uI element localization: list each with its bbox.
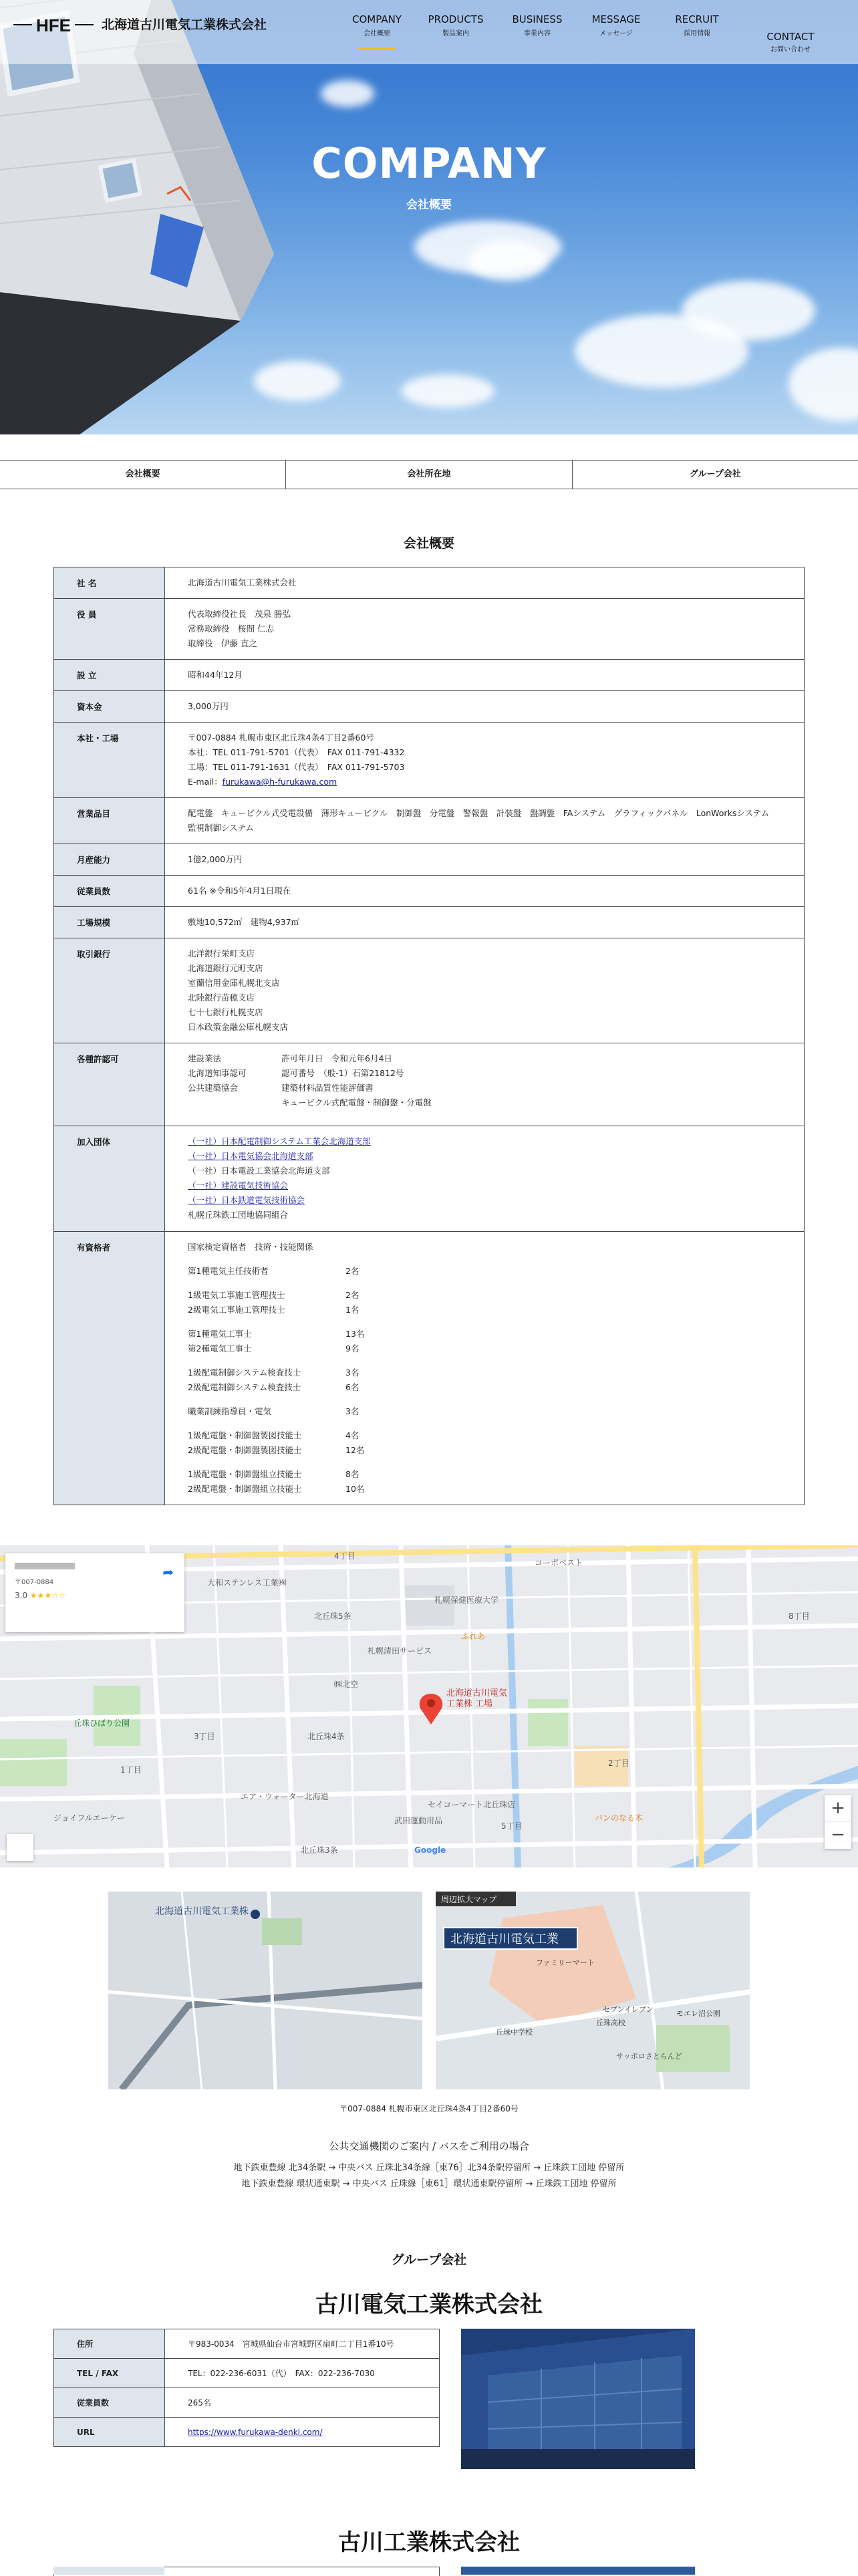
table-row — [54, 567, 805, 599]
map-label: コーポベスト — [535, 1558, 583, 1567]
bank-line: 北海道銀行元町支店 — [188, 963, 263, 973]
map-marker-label: 工業株 工場 — [446, 1699, 493, 1709]
bank-line: 室蘭信用金庫札幌北支店 — [188, 978, 280, 988]
map-label: パンのなる木 — [595, 1813, 644, 1823]
row-label: 役 員 — [54, 599, 165, 660]
qualification-name: 第2種電気工事士 — [188, 1343, 252, 1354]
row-label — [53, 2567, 164, 2575]
qualification-line — [188, 1288, 781, 1303]
bank-line: 北陸銀行苗穂支店 — [188, 993, 255, 1003]
company-logo[interactable] — [13, 13, 94, 36]
table-row — [54, 798, 805, 844]
licenses-value — [165, 1043, 805, 1126]
table-row — [54, 599, 805, 660]
qualification-count: 9名 — [345, 1343, 360, 1354]
association-link[interactable]: （一社）日本配電制御システム工業会北海道支部 — [188, 1136, 371, 1146]
license-detail: キュービクル式配電盤・制御盤・分電盤 — [281, 1098, 432, 1108]
cloud — [401, 374, 494, 408]
map-place: ファミリーマート — [536, 1958, 595, 1967]
map-label: エア・ウォーター北海道 — [241, 1792, 329, 1801]
nav-products[interactable] — [428, 13, 484, 37]
qualification-line — [188, 1428, 781, 1443]
qualification-name: 2級電気工事施工管理技士 — [188, 1305, 285, 1315]
map-label: 大和ステンレス工業㈱ — [207, 1578, 287, 1587]
nav-recruit[interactable] — [671, 13, 723, 37]
tab-location[interactable]: 会社所在地 — [286, 461, 572, 489]
access-map-title: 北海道古川電気工業 — [450, 1932, 559, 1946]
map-place: サッポロさとらんど — [616, 2052, 682, 2061]
table-row — [54, 1232, 805, 1505]
qualification-line — [188, 1467, 781, 1482]
qualification-count: 2名 — [345, 1290, 360, 1300]
qualification-count: 3名 — [345, 1368, 360, 1378]
license-line — [188, 1066, 781, 1081]
qualification-count: 4名 — [345, 1430, 360, 1440]
cloud — [468, 241, 548, 281]
license-detail: 認可番号 （般-1）石第21812号 — [281, 1068, 404, 1078]
table-row — [54, 907, 805, 938]
license-name: 公共建築協会 — [188, 1083, 239, 1093]
license-line — [188, 1051, 781, 1066]
access-map-wide — [108, 1892, 422, 2089]
association-link[interactable]: （一社）日本電気協会北海道支部 — [188, 1151, 313, 1161]
transit-route: 地下鉄東豊線 北34条駅 → 中央バス 丘珠北34条線［東76］北34条駅停留所 → 丘珠鉄工団地 停留所 — [233, 2163, 625, 2173]
embedded-map[interactable] — [0, 1545, 858, 1867]
officer-line: 代表取締役社長 茂泉 勝弘 — [188, 609, 291, 619]
map-label: 札幌清田サービス — [368, 1646, 432, 1656]
nav-business-label: BUSINESS — [512, 13, 563, 25]
row-label: 従業員数 — [54, 2388, 165, 2418]
hq-address: 〒007-0884 札幌市東区北丘珠4条4丁目2番60号 — [188, 733, 374, 743]
google-logo: Google — [414, 1845, 446, 1855]
group-company-name: 古川工業株式会社 — [338, 2529, 520, 2556]
row-label: TEL / FAX — [54, 2359, 165, 2388]
banks-value — [165, 938, 805, 1043]
association-link[interactable]: （一社）建設電気技術協会 — [188, 1180, 289, 1190]
nav-message-label: MESSAGE — [591, 13, 641, 25]
row-value: 〒983-0034 宮城県仙台市宮城野区扇町二丁目1番10号 — [165, 2329, 440, 2359]
access-map-zoomed — [436, 1892, 750, 2089]
qualification-count: 2名 — [345, 1266, 360, 1276]
license-line — [188, 1096, 781, 1110]
qualification-line — [188, 1264, 781, 1279]
table-row — [54, 2418, 440, 2447]
nav-contact-sublabel: お問い合わせ — [770, 46, 811, 53]
nav-message[interactable] — [589, 13, 643, 37]
row-value: TEL：022-236-6031（代） FAX：022-236-7030 — [165, 2359, 440, 2388]
nav-active-indicator — [358, 48, 396, 50]
building-image — [0, 0, 281, 434]
row-label: 住所 — [54, 2329, 165, 2359]
table-row — [54, 938, 805, 1043]
employees-value: 61名 ※令和5年4月1日現在 — [165, 876, 805, 907]
group-company-name: 古川電気工業株式会社 — [315, 2291, 543, 2318]
map-label: 5丁目 — [501, 1821, 523, 1831]
map-label: 8丁目 — [789, 1612, 810, 1621]
zoom-in-button[interactable]: + — [825, 1795, 851, 1822]
capital-value: 3,000万円 — [165, 691, 805, 723]
nav-products-sublabel: 製品案内 — [442, 30, 469, 37]
qualification-count: 13名 — [345, 1329, 365, 1339]
map-place: モエレ沼公園 — [676, 2009, 720, 2018]
group-company-photo — [461, 2567, 695, 2575]
rating-value: 3.0 — [15, 1591, 28, 1600]
nav-contact-label: CONTACT — [766, 31, 815, 43]
email-line — [188, 775, 781, 789]
map-label: 札幌保健医療大学 — [434, 1595, 499, 1605]
hq-value — [165, 723, 805, 798]
qualifications-value — [165, 1232, 805, 1505]
row-label: 有資格者 — [54, 1232, 165, 1505]
monthly-value: 1億2,000万円 — [165, 844, 805, 876]
cloud — [789, 348, 858, 421]
table-row — [54, 691, 805, 723]
row-label: 設 立 — [54, 660, 165, 691]
table-row — [54, 2359, 440, 2388]
qualification-count: 3名 — [345, 1406, 360, 1416]
rating-stars-icon: ★★★☆☆ — [29, 1591, 66, 1600]
header-bar — [0, 0, 858, 64]
license-detail: 許可年月日 令和元年6月4日 — [281, 1053, 392, 1063]
founded-value: 昭和44年12月 — [165, 660, 805, 691]
tab-overview[interactable]: 会社概要 — [0, 461, 286, 489]
row-label: 資本金 — [54, 691, 165, 723]
products-value: 配電盤 キュービクル式受電設備 薄形キュービクル 制御盤 分電盤 警報盤 計装盤 盤調盤 FAシステム グラフィックパネル LonWorksシステム 監視制御システム — [165, 798, 805, 844]
map-place: 丘珠高校 — [596, 2019, 625, 2027]
qualification-line — [188, 1482, 781, 1497]
map-place: 丘珠中学校 — [496, 2028, 533, 2037]
hero-section — [0, 0, 858, 434]
map-label: 武田運動用品 — [394, 1816, 443, 1825]
logo-text: HFE — [36, 15, 71, 35]
nav-company-label: COMPANY — [352, 13, 402, 25]
hero-subtitle: 会社概要 — [406, 199, 452, 212]
section-tabs — [0, 460, 858, 489]
place-address: 〒007-0884 — [15, 1579, 54, 1586]
map-label: 北丘珠5条 — [314, 1612, 351, 1621]
map-label: 3丁目 — [194, 1732, 215, 1741]
qualification-name: 1級配電盤・制御盤組立技能士 — [188, 1469, 302, 1479]
license-detail: 建築材料品質性能評価書 — [281, 1083, 374, 1093]
row-label: 工場規模 — [54, 907, 165, 938]
qualification-name: 第1種電気工事士 — [188, 1329, 252, 1339]
zoom-out-button[interactable]: − — [825, 1822, 851, 1849]
row-label: 社 名 — [54, 567, 165, 599]
group-heading: グループ会社 — [391, 2252, 467, 2267]
cloud — [682, 281, 815, 341]
hq-phone: 本社：TEL 011-791-5701（代表） FAX 011-791-4332 — [188, 747, 405, 757]
map-label: ふれあ — [461, 1632, 486, 1641]
association-link[interactable]: （一社）日本鉄道電気技術協会 — [188, 1195, 305, 1205]
row-label: 本社・工場 — [54, 723, 165, 798]
qualification-name: 1級配電制御システム検査技士 — [188, 1368, 301, 1378]
company-name-value: 北海道古川電気工業株式会社 — [165, 567, 805, 599]
map-marker-label: 北海道古川電気 — [446, 1688, 508, 1698]
map-label: 北丘珠3条 — [301, 1845, 338, 1855]
place-rating — [15, 1591, 66, 1600]
map-label: 丘珠ひばり公園 — [74, 1718, 130, 1728]
nav-recruit-sublabel: 採用情報 — [684, 30, 710, 37]
map-label: ジョイフルエーケー — [53, 1813, 125, 1823]
license-line — [188, 1081, 781, 1096]
access-address: 〒007-0884 札幌市東区北丘珠4条4丁目2番60号 — [339, 2104, 519, 2113]
license-name: 北海道知事認可 — [188, 1068, 247, 1078]
access-map-badge: 周辺拡大マップ — [441, 1895, 497, 1904]
cloud — [321, 80, 374, 107]
map-place: セブンイレブン — [603, 2005, 654, 2014]
bank-line: 北洋銀行栄町支店 — [188, 948, 255, 958]
row-label: 各種許認可 — [54, 1043, 165, 1126]
email-label: E-mail： — [188, 777, 223, 787]
qualification-line — [188, 1341, 781, 1356]
nav-message-sublabel: メッセージ — [599, 30, 633, 37]
map-label: 2丁目 — [608, 1759, 629, 1768]
access-map-title: 北海道古川電気工業株 — [155, 1906, 249, 1917]
nav-business[interactable] — [509, 13, 565, 37]
nav-business-sublabel: 事業内容 — [524, 30, 551, 37]
place-info-card[interactable] — [5, 1553, 184, 1632]
qualification-line — [188, 1404, 781, 1419]
association-line: 札幌丘珠鉄工団地協同組合 — [188, 1210, 289, 1220]
bank-line: 七十七銀行札幌支店 — [188, 1007, 263, 1017]
factory-phone: 工場：TEL 011-791-1631（代表） FAX 011-791-5703 — [188, 762, 405, 772]
transit-route: 地下鉄東豊線 環状通東駅 → 中央バス 丘珠線［東61］環状通東駅停留所 → 丘珠鉄工団地 停留所 — [241, 2179, 617, 2189]
nav-company-sublabel: 会社概要 — [364, 30, 390, 37]
qualification-intro: 国家検定資格者 技術・技能関係 — [188, 1242, 313, 1252]
map-label: セイコーマート北丘珠店 — [428, 1800, 516, 1809]
row-value — [165, 2418, 440, 2447]
email-link[interactable]: furukawa@h-furukawa.com — [222, 777, 337, 787]
map-label: 北丘珠4条 — [307, 1732, 345, 1741]
group-company-table — [53, 2329, 440, 2447]
qualification-line — [188, 1443, 781, 1458]
table-row — [54, 660, 805, 691]
nav-company[interactable] — [352, 13, 402, 37]
row-label: URL — [54, 2418, 165, 2447]
table-row — [54, 876, 805, 907]
map-label: ㈱北空 — [334, 1680, 359, 1689]
table-row — [54, 2329, 440, 2359]
bank-line: 日本政策金融公庫札幌支店 — [188, 1022, 289, 1032]
associations-value — [165, 1126, 805, 1232]
overview-table — [53, 567, 805, 1505]
row-label: 月産能力 — [54, 844, 165, 876]
table-row — [54, 1043, 805, 1126]
officers-value — [165, 599, 805, 660]
qualification-name: 2級配電制御システム検査技士 — [188, 1382, 301, 1392]
table-row — [54, 2388, 440, 2418]
nav-products-label: PRODUCTS — [428, 13, 484, 25]
qualification-name: 第1種電気主任技術者 — [188, 1266, 269, 1276]
row-label: 加入団体 — [54, 1126, 165, 1232]
qualification-count: 10名 — [345, 1484, 365, 1494]
qualification-line — [188, 1303, 781, 1317]
qualification-name: 職業訓練指導員・電気 — [188, 1406, 272, 1416]
place-title-redacted — [15, 1563, 75, 1569]
company-name[interactable]: 北海道古川電気工業株式会社 — [102, 17, 267, 32]
row-label: 営業品目 — [54, 798, 165, 844]
qualification-name: 2級配電盤・制御盤組立技能士 — [188, 1484, 302, 1494]
qualification-name: 2級配電盤・制御盤製図技能士 — [188, 1445, 302, 1455]
officer-line: 取締役 伊藤 直之 — [188, 638, 257, 648]
qualification-count: 8名 — [345, 1469, 360, 1479]
officer-line: 常務取締役 桜間 仁志 — [188, 624, 274, 634]
qualification-line — [188, 1366, 781, 1380]
map-type-toggle[interactable] — [7, 1834, 33, 1861]
row-label: 取引銀行 — [54, 938, 165, 1043]
table-row — [54, 844, 805, 876]
qualification-name: 1級電気工事施工管理技士 — [188, 1290, 285, 1300]
association-line: （一社）日本電設工業協会北海道支部 — [188, 1166, 330, 1176]
tab-group[interactable]: グループ会社 — [689, 469, 741, 479]
overview-heading: 会社概要 — [403, 536, 454, 551]
qualification-name: 1級配電盤・制御盤製図技能士 — [188, 1430, 302, 1440]
row-value: 265名 — [165, 2388, 440, 2418]
license-name: 建設業法 — [188, 1053, 222, 1063]
table-row — [54, 1126, 805, 1232]
table-row — [54, 723, 805, 798]
qualification-count: 1名 — [345, 1305, 360, 1315]
row-label: 従業員数 — [54, 876, 165, 907]
transit-title: 公共交通機関のご案内 / バスをご利用の場合 — [329, 2140, 529, 2152]
nav-recruit-label: RECRUIT — [675, 13, 719, 25]
nav-contact[interactable] — [762, 31, 819, 53]
qualification-line — [188, 1380, 781, 1395]
directions-icon[interactable]: ➦ — [162, 1564, 174, 1580]
plant-value: 敷地10,572㎡ 建物4,937㎡ — [165, 907, 805, 938]
qualification-count: 6名 — [345, 1382, 360, 1392]
qualification-count: 12名 — [345, 1445, 365, 1455]
company-url-link[interactable]: https://www.furukawa-denki.com/ — [188, 2427, 323, 2437]
map-label: 4丁目 — [334, 1551, 355, 1561]
map-label: 1丁目 — [120, 1765, 142, 1775]
group-company-photo — [461, 2329, 695, 2469]
qualification-line — [188, 1327, 781, 1341]
hero-title: COMPANY — [311, 139, 547, 188]
